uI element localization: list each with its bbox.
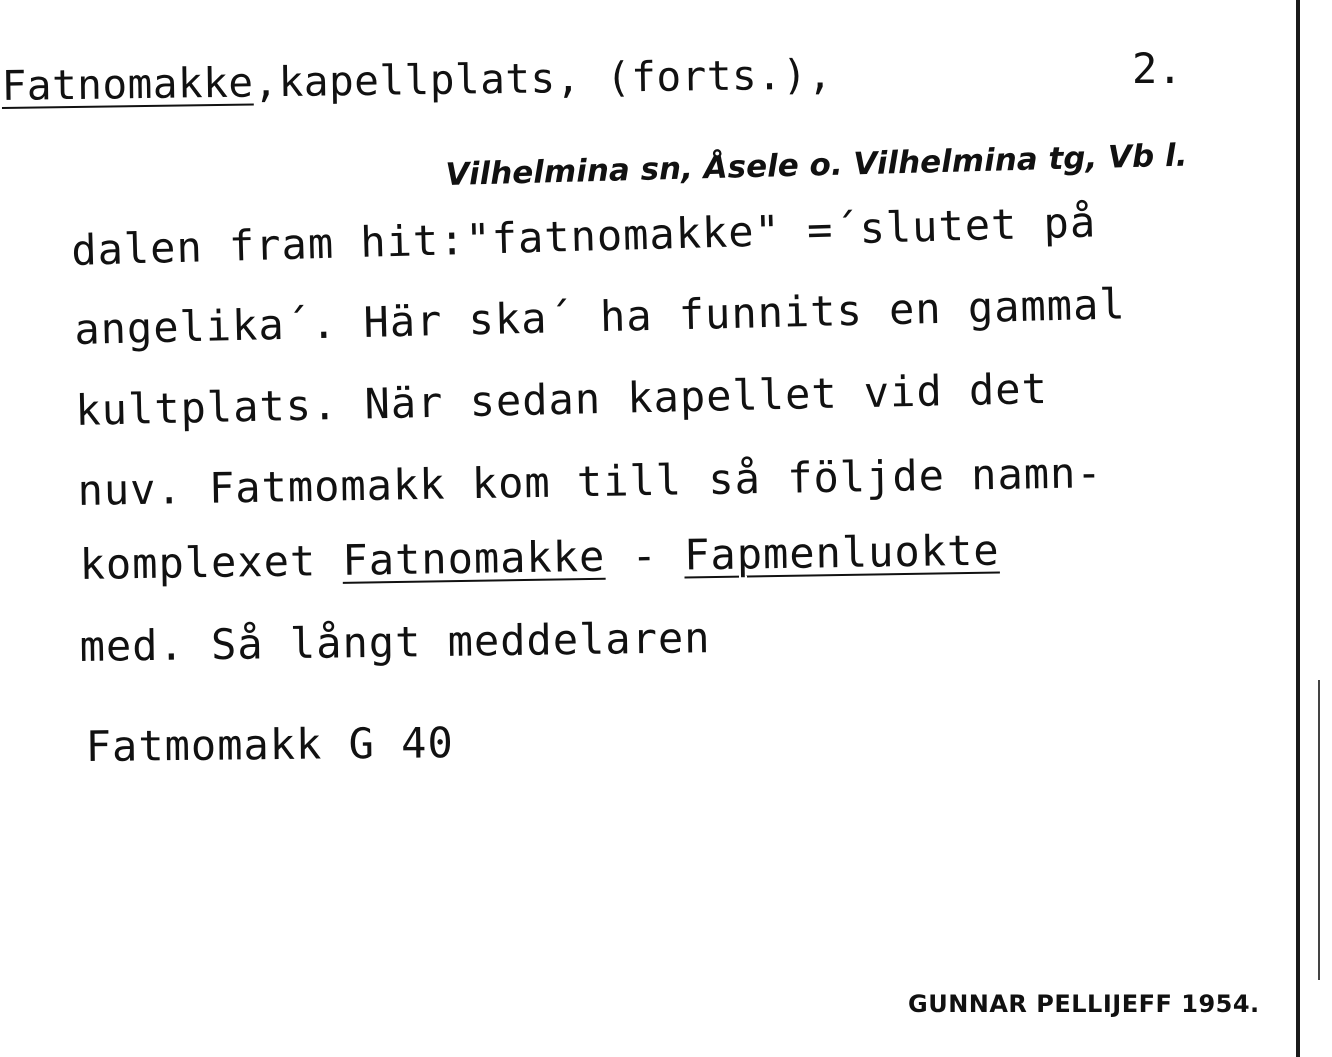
line5-dash: - (604, 530, 685, 581)
location-stamp: Vilhelmina sn, Åsele o. Vilhelmina tg, Vb l. (445, 137, 1188, 193)
body-line-6: med. Så långt meddelaren (79, 613, 711, 671)
reference-line: Fatmomakk G 40 (85, 718, 454, 771)
signature-stamp: GUNNAR PELLIJEFF 1954. (908, 990, 1260, 1018)
card-header (1, 50, 833, 110)
card-edge-shadow (1318, 680, 1320, 980)
place-name-2: Fapmenluokte (683, 525, 1000, 580)
header-rest: ,kapellplats, (forts.), (253, 50, 833, 107)
body-line-3: kultplats. När sedan kapellet vid det (74, 363, 1049, 435)
body-line-5 (79, 526, 1000, 589)
body-line-4: nuv. Fatmomakk kom till så följde namn- (77, 448, 1104, 515)
body-line-2: angelika´. Här ska´ ha funnits en gammal (73, 279, 1127, 354)
card-edge-line (1296, 0, 1300, 1057)
body-line-1: dalen fram hit:"fatnomakke" =´slutet på (70, 197, 1097, 275)
card-number: 2. (1132, 44, 1183, 93)
place-name-1: Fatnomakke (342, 531, 606, 585)
line5-prefix: komplexet (79, 535, 343, 589)
headword: Fatnomakke (1, 58, 254, 110)
